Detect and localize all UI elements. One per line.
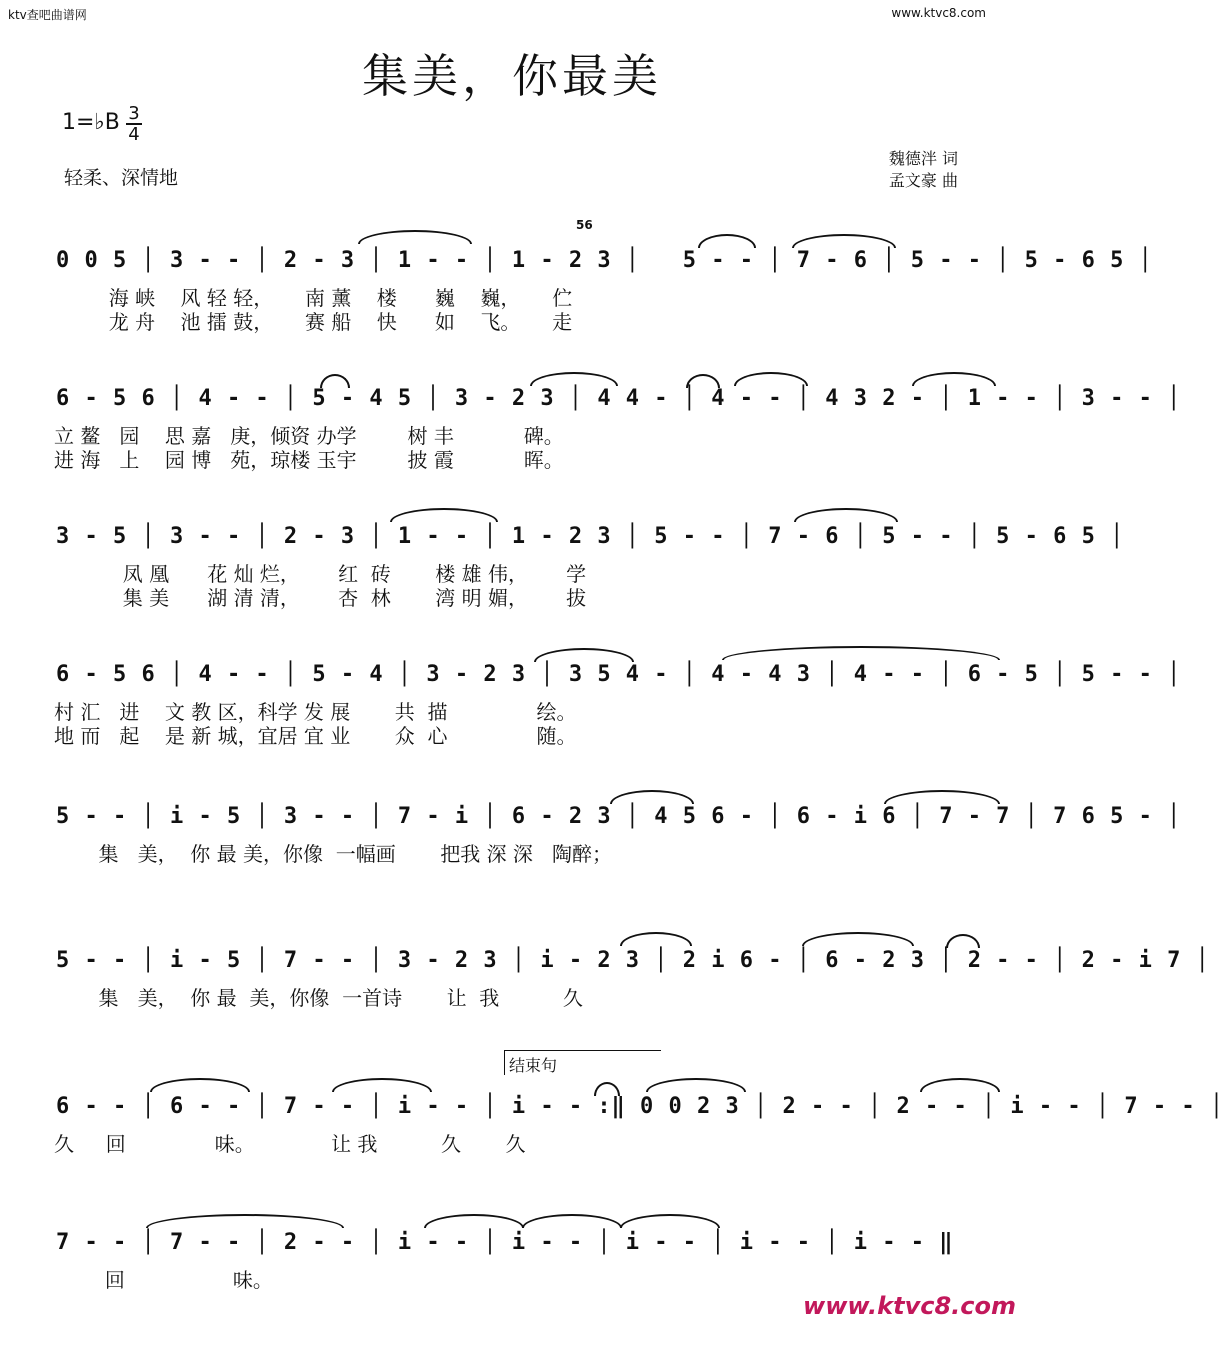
slur <box>698 234 756 248</box>
score-row-8 <box>50 1230 1000 1350</box>
score-row-7 <box>50 1094 1224 1214</box>
notes-line: 6 - 5 6 │ 4 - - │ 5 - 4 │ 3 - 2 3 │ 3 5 4 - │ 4 - 4 3 │ 4 - - │ 6 - 5 │ 5 - - │ <box>56 662 1182 687</box>
slur <box>358 230 472 244</box>
lyricist: 魏德泮 词 <box>888 149 958 168</box>
notes-line: 7 - - │ 7 - - │ 2 - - │ i - - │ i - - │ i - - │ i - - │ i - - ‖ <box>56 1230 954 1255</box>
lyrics-verse-2: 集 美 湖 清 清， 杏 林 湾 明 媚， 拔 <box>110 586 587 610</box>
composer: 孟文豪 曲 <box>888 171 958 190</box>
slur <box>530 372 618 386</box>
slur <box>802 932 914 946</box>
slur <box>912 372 996 386</box>
lyrics-chorus: 集 美， 你 最 美，你像 一幅画 把我 深 深 陶醉； <box>54 842 613 866</box>
slur <box>734 372 808 386</box>
slur <box>150 1078 250 1092</box>
notes-line: 0 0 5 │ 3 - - │ 2 - 3 │ 1 - - │ 1 - 2 3 │ 5 - - │ 7 - 6 │ 5 - - │ 5 - 6 5 │ <box>56 248 1153 273</box>
lyrics-verse-1: 立 鳌 园 思 嘉 庚，倾资 办学 树 丰 碑。 <box>54 424 564 448</box>
lyrics-ending: 久 回 味。 让 我 久 久 <box>54 1132 526 1156</box>
slur <box>620 932 692 946</box>
slur <box>146 1214 344 1228</box>
score-row-1 <box>50 218 1153 368</box>
slur <box>722 646 1000 660</box>
site-url-right: www.ktvc8.com <box>891 6 986 20</box>
score-row-3 <box>50 524 1125 644</box>
notes-line: 3 - 5 │ 3 - - │ 2 - 3 │ 1 - - │ 1 - 2 3 │ 5 - - │ 7 - 6 │ 5 - - │ 5 - 6 5 │ <box>56 524 1125 549</box>
time-bottom: 4 <box>128 124 140 145</box>
score-row-4 <box>50 662 1182 782</box>
slur <box>884 790 1000 804</box>
ending-bracket <box>504 1050 661 1075</box>
slur <box>686 374 720 388</box>
lyrics-verse-1: 凤 凰 花 灿 烂， 红 砖 楼 雄 伟， 学 <box>110 562 587 586</box>
slur <box>610 790 694 804</box>
key-label: 1=♭B <box>62 110 120 135</box>
slur <box>920 1078 1000 1092</box>
slur <box>424 1214 524 1228</box>
slur <box>620 1214 720 1228</box>
lyrics-verse-2: 地 而 起 是 新 城，宜居 宜 业 众 心 随。 <box>54 724 577 748</box>
slur <box>646 1078 746 1092</box>
slur <box>534 648 634 662</box>
ending-label: 结束句 <box>509 1056 558 1075</box>
time-top: 3 <box>126 104 142 125</box>
slur <box>794 508 898 522</box>
notes-line: 5 - - │ i - 5 │ 3 - - │ 7 - i │ 6 - 2 3 │ 4 5 6 - │ 6 - i 6 │ 7 - 7 │ 7 6 5 - │ <box>56 804 1182 829</box>
notes-line: 6 - 5 6 │ 4 - - │ 5 - 4 5 │ 3 - 2 3 │ 4 4 - │ 4 - - │ 4 3 2 - │ 1 - - │ 3 - - │ <box>56 386 1182 411</box>
song-title: 集美，你最美 <box>362 49 662 103</box>
grace-note: 56 <box>576 218 593 232</box>
key-signature <box>62 103 140 145</box>
notes-line: 6 - - │ 6 - - │ 7 - - │ i - - │ i - - :‖ 0 0 2 3 │ 2 - - │ 2 - - │ i - - │ 7 - - │ <box>56 1094 1224 1119</box>
slur <box>332 1078 432 1092</box>
lyrics-ending: 回 味。 <box>54 1268 273 1292</box>
score-row-5 <box>50 804 1182 924</box>
site-name-left: ktv查吧曲谱网 <box>8 8 87 22</box>
time-signature <box>126 104 142 144</box>
slur <box>522 1214 622 1228</box>
slur <box>594 1082 620 1096</box>
slur <box>946 934 980 948</box>
lyrics-verse-2: 龙 舟 池 擂 鼓， 赛 船 快 如 飞。 走 <box>96 310 573 334</box>
score-row-2 <box>50 386 1182 506</box>
lyrics-chorus: 集 美， 你 最 美，你像 一首诗 让 我 久 <box>54 986 583 1010</box>
notes-line: 5 - - │ i - 5 │ 7 - - │ 3 - 2 3 │ i - 2 3 │ 2 i 6 - │ 6 - 2 3 │ 2 - - │ 2 - i 7 │ <box>56 948 1210 973</box>
tempo-marking: 轻柔、深情地 <box>64 167 179 189</box>
slur <box>390 508 498 522</box>
slur <box>792 234 896 248</box>
lyrics-verse-2: 进 海 上 园 博 苑，琼楼 玉宇 披 霞 晖。 <box>54 448 564 472</box>
credits <box>889 148 958 192</box>
lyrics-verse-1: 海 峡 风 轻 轻， 南 薰 楼 巍 巍， 伫 <box>96 286 573 310</box>
slur <box>320 374 350 388</box>
watermark-logo: www.ktvc8.com <box>803 1292 1016 1320</box>
lyrics-verse-1: 村 汇 进 文 教 区，科学 发 展 共 描 绘。 <box>54 700 577 724</box>
